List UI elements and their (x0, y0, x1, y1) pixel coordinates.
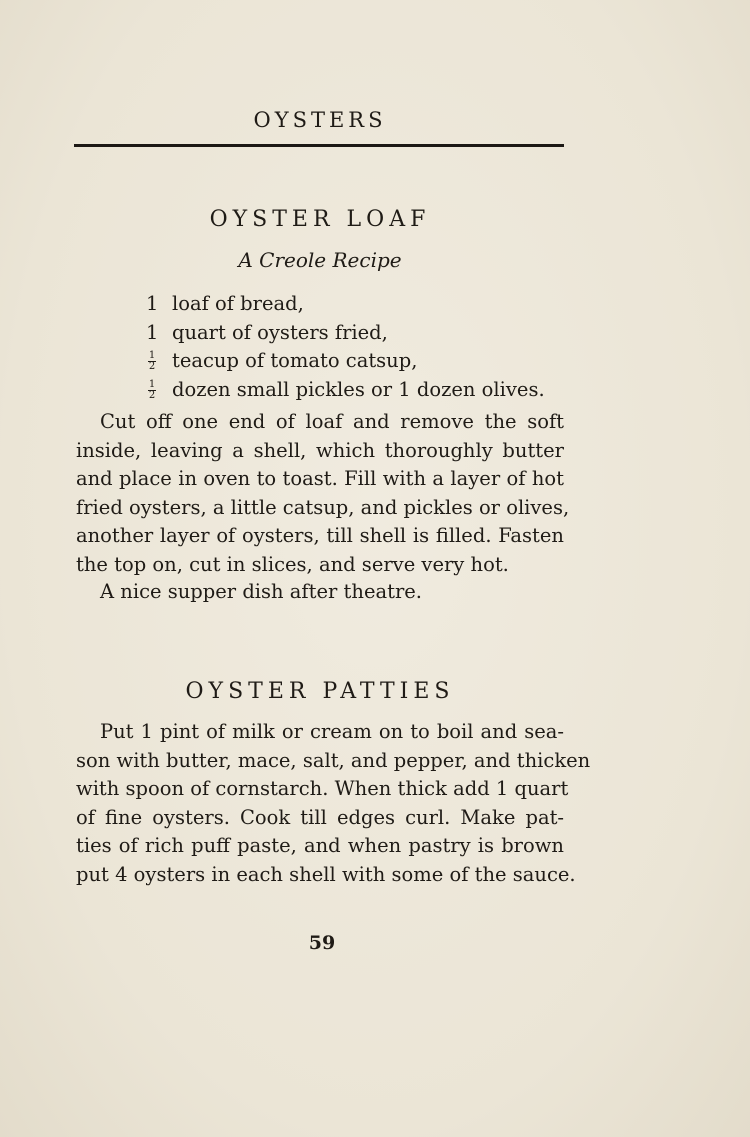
method-line: Cut off one end of loaf and remove the soft (100, 410, 564, 433)
method-line: of fine oysters. Cook till edges curl. Make pat- (76, 805, 564, 829)
fraction-numerator: 1 (148, 378, 156, 390)
ingredient-text: loaf of bread, (172, 292, 304, 315)
method-line: put 4 oysters in each shell with some of the sauce. (76, 862, 576, 886)
ingredient-quantity: 1 (146, 292, 159, 315)
recipe-method-oyster-patties (76, 718, 591, 889)
ingredient-text: dozen small pickles or 1 dozen olives. (172, 377, 545, 401)
recipe-title-oyster-loaf: OYSTER LOAF (209, 207, 431, 232)
ingredient-item (146, 319, 545, 348)
recipe-title-oyster-patties: OYSTER PATTIES (185, 679, 455, 704)
method-line: with spoon of cornstarch. When thick add 1 quart (76, 777, 569, 800)
method-line: the top on, cut in slices, and serve very hot. (76, 552, 509, 576)
method-line: son with butter, mace, salt, and pepper, and thicken (76, 748, 591, 772)
fraction-denominator: 2 (148, 389, 156, 401)
ingredient-quantity-fraction (146, 376, 172, 405)
ingredient-quantity: 1 (146, 320, 159, 344)
fraction-numerator: 1 (148, 350, 156, 361)
header-rule (74, 144, 564, 147)
method-line: Put 1 pint of milk or cream on to boil and sea- (100, 720, 564, 743)
ingredient-list (146, 290, 545, 404)
recipe-method-oyster-loaf (76, 408, 570, 579)
ingredient-quantity-fraction (146, 347, 172, 376)
method-line: fried oysters, a little catsup, and pickles or olives, (76, 495, 570, 519)
ingredient-text: quart of oysters fried, (172, 320, 388, 344)
method-line: and place in oven to toast. Fill with a layer of hot (76, 467, 564, 490)
recipe-subtitle: A Creole Recipe (238, 248, 402, 272)
running-head: OYSTERS (253, 108, 387, 132)
note-line: A nice supper dish after theatre. (100, 580, 423, 603)
recipe-note (76, 578, 564, 607)
method-line: ties of rich puff paste, and when pastry is brown (76, 834, 564, 857)
method-line: another layer of oysters, till shell is filled. Fasten (76, 524, 564, 547)
page-number: 59 (308, 932, 336, 954)
fraction-denominator: 2 (148, 361, 156, 372)
ingredient-item (146, 376, 545, 405)
ingredient-item (146, 290, 545, 319)
ingredient-text: teacup of tomato catsup, (172, 349, 418, 372)
ingredient-item (146, 347, 545, 376)
method-line: inside, leaving a shell, which thoroughly butter (76, 438, 564, 462)
